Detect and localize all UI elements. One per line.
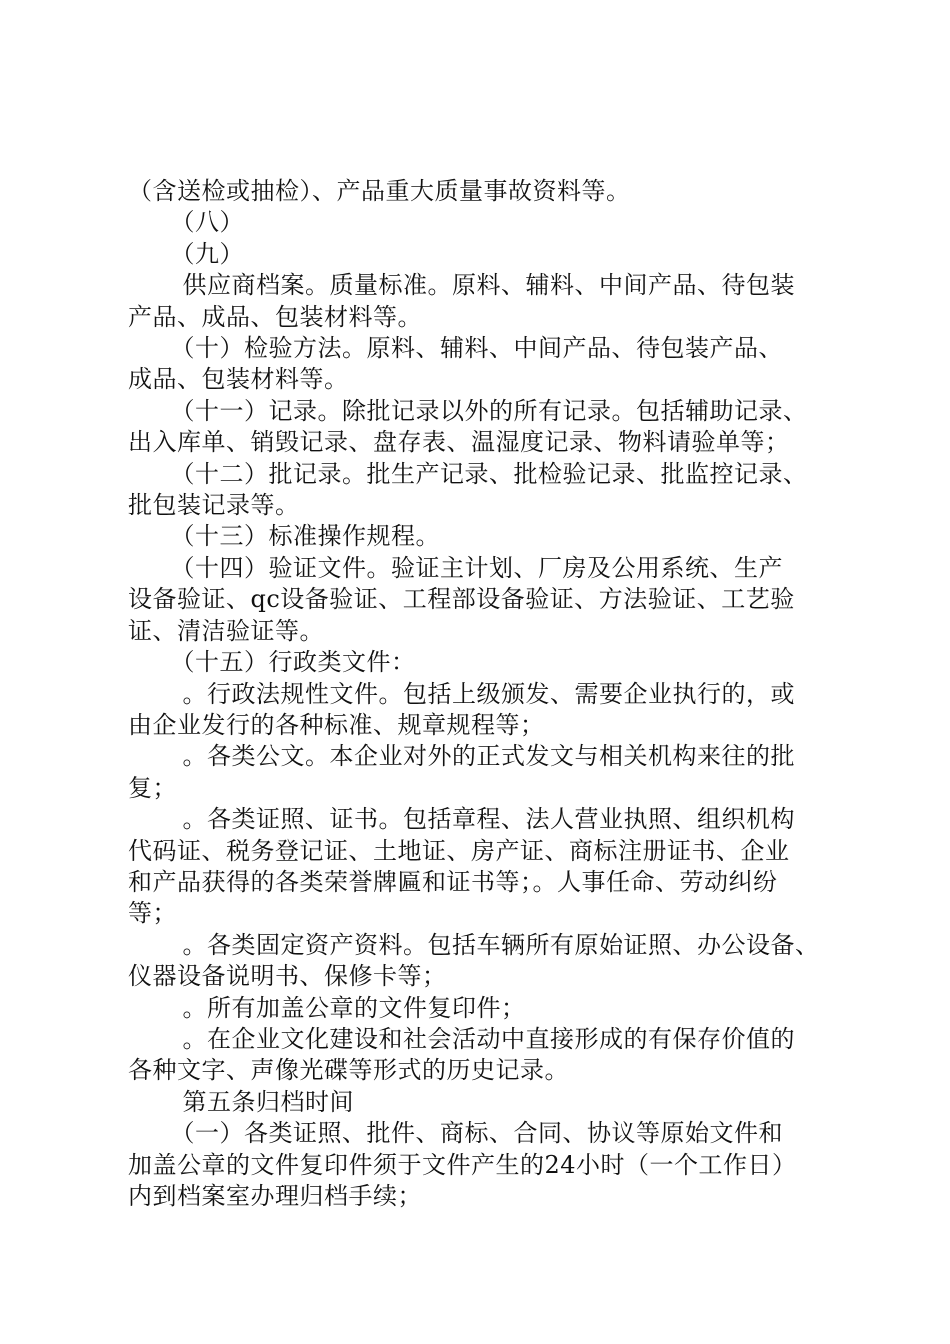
text-line: 出入库单、销毁记录、盘存表、温湿度记录、物料请验单等； bbox=[128, 428, 790, 457]
text-line: 设备验证、qc设备验证、工程部设备验证、方法验证、工艺验 bbox=[128, 585, 795, 614]
text-line: 。各类证照、证书。包括章程、法人营业执照、组织机构 bbox=[158, 805, 795, 834]
text-line: （含送检或抽检）、产品重大质量事故资料等。 bbox=[128, 177, 631, 205]
text-line: （十一）记录。除批记录以外的所有记录。包括辅助记录、 bbox=[158, 396, 808, 425]
text-line: （十）检验方法。原料、辅料、中间产品、待包装产品、 bbox=[158, 334, 783, 363]
text-line: 产品、成品、包装材料等。 bbox=[128, 302, 422, 331]
text-line: （一）各类证照、批件、商标、合同、协议等原始文件和 bbox=[158, 1119, 783, 1148]
section-heading: 第五条归档时间 bbox=[158, 1087, 354, 1116]
text-line: 。在企业文化建设和社会活动中直接形成的有保存价值的 bbox=[158, 1024, 795, 1053]
text-line: （十三）标准操作规程。 bbox=[158, 522, 440, 551]
text-line: （八） bbox=[158, 208, 244, 237]
text-line: （十四）验证文件。验证主计划、厂房及公用系统、生产 bbox=[158, 553, 783, 582]
text-line: 加盖公章的文件复印件须于文件产生的24小时（一个工作日） bbox=[128, 1150, 797, 1179]
text-line: 成品、包装材料等。 bbox=[128, 365, 349, 394]
text-line: （九） bbox=[158, 239, 244, 268]
text-line: 由企业发行的各种标准、规章规程等； bbox=[128, 710, 545, 739]
document-body bbox=[128, 176, 828, 1212]
text-line: 仪器设备说明书、保修卡等； bbox=[128, 962, 447, 991]
text-line: 等； bbox=[128, 899, 177, 928]
text-line: 代码证、税务登记证、土地证、房产证、商标注册证书、企业 bbox=[128, 836, 790, 865]
text-line: 批包装记录等。 bbox=[128, 491, 300, 520]
text-line: 复； bbox=[128, 773, 177, 802]
text-line: （十二）批记录。批生产记录、批检验记录、批监控记录、 bbox=[158, 459, 808, 488]
text-line: 和产品获得的各类荣誉牌匾和证书等；。人事任命、劳动纠纷 bbox=[128, 867, 778, 896]
text-line: 内到档案室办理归档手续； bbox=[128, 1182, 422, 1210]
text-line: 证、清洁验证等。 bbox=[128, 616, 324, 645]
text-line: 各种文字、声像光碟等形式的历史记录。 bbox=[128, 1056, 569, 1085]
text-line: 。各类公文。本企业对外的正式发文与相关机构来往的批 bbox=[158, 742, 795, 771]
text-line: （十五）行政类文件： bbox=[158, 648, 416, 677]
text-line: 。所有加盖公章的文件复印件； bbox=[158, 993, 526, 1022]
text-line: 。行政法规性文件。包括上级颁发、需要企业执行的，或 bbox=[158, 679, 795, 708]
text-line: 供应商档案。质量标准。原料、辅料、中间产品、待包装 bbox=[158, 271, 795, 300]
text-line: 。各类固定资产资料。包括车辆所有原始证照、办公设备、 bbox=[158, 930, 820, 959]
